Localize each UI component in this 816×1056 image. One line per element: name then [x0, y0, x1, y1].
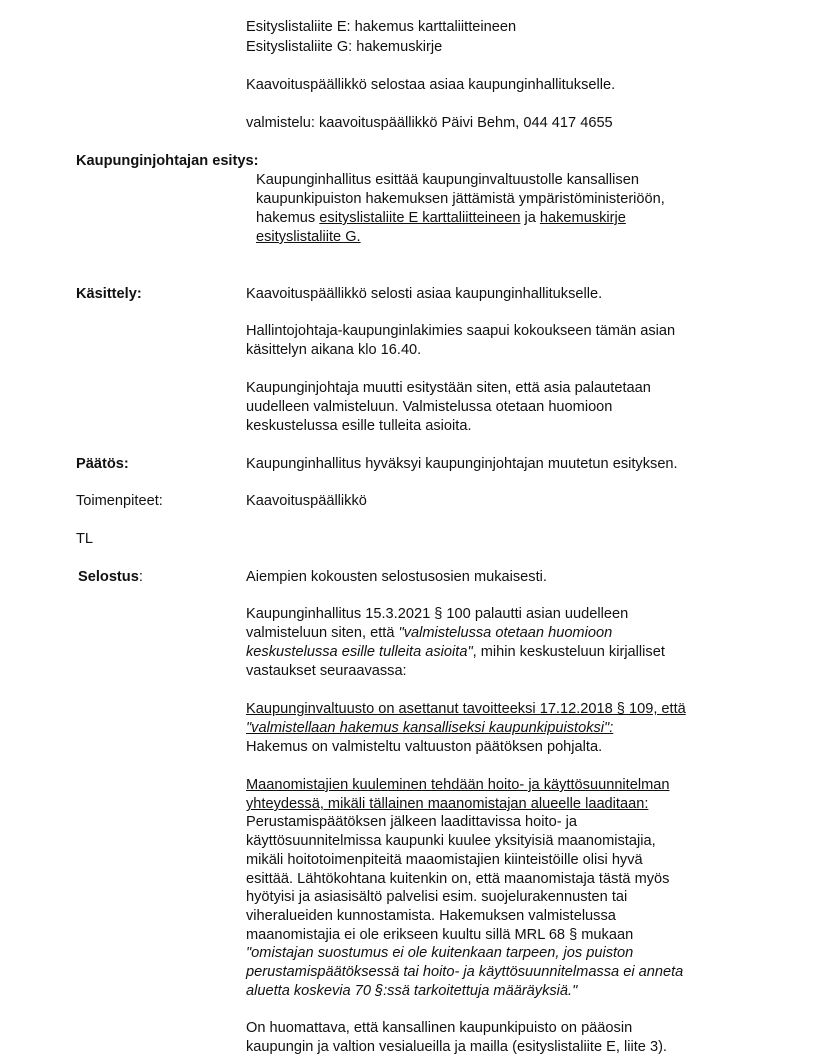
explanation-text: käyttösuunnitelmissa kaupunki kuulee yksityisiä maanomistajia,	[246, 833, 656, 849]
handling-text: käsittelyn aikana klo 16.40.	[246, 342, 422, 358]
explanation-text: hyötyisi ja asiasisältö palvelisi esim. suojelurakennusten tai	[246, 889, 628, 905]
explanation-text: Kaupunginhallitus 15.3.2021 § 100 palautti asian uudelleen	[246, 606, 629, 622]
explanation-text: esittää. Lähtökohtana kuitenkin on, että maanomistaja tästä myös	[246, 871, 670, 887]
mayor-proposal-line: kaupunkipuiston hakemuksen jättämistä ympäristöministeriöön,	[256, 191, 665, 207]
actions-label: Toimenpiteet:	[76, 493, 163, 509]
attachment-e-link[interactable]: esityslistaliite E karttaliitteineen	[319, 210, 521, 226]
explanation-line	[246, 624, 612, 642]
handling-text: uudelleen valmisteluun. Valmistelussa otetaan huomioon	[246, 399, 613, 415]
mayor-proposal-line	[256, 209, 626, 227]
initials: TL	[76, 531, 94, 547]
mayor-proposal-label: Kaupunginjohtajan esitys:	[76, 153, 259, 169]
explanation-text: vastaukset seuraavassa:	[246, 663, 407, 679]
attachment-g: Esityslistaliite G: hakemuskirje	[246, 39, 443, 55]
hakemuskirje-link[interactable]: hakemuskirje	[539, 210, 626, 226]
explanation-text: Hakemus on valmisteltu valtuuston päätöksen pohjalta.	[246, 739, 603, 755]
explanation-text: Perustamispäätöksen jälkeen laadittavissa hoito- ja	[246, 814, 577, 830]
explanation-line	[246, 643, 665, 661]
intro-text: Kaavoituspäällikkö selostaa asiaa kaupunginhallitukselle.	[246, 77, 616, 93]
subheading-goal-quote: "valmistellaan hakemus kansalliseksi kaupunkipuistoksi":	[246, 720, 614, 736]
explanation-label-text: Selostus	[78, 569, 139, 585]
quoted-text: "valmistelussa otetaan huomioon	[398, 625, 613, 641]
handling-text: Hallintojohtaja-kaupunginlakimies saapui kokoukseen tämän asian	[246, 323, 676, 339]
actions-text: Kaavoituspäällikkö	[246, 493, 367, 509]
explanation-label-colon: :	[138, 569, 143, 585]
quoted-text: keskustelussa esille tulleita asioita"	[246, 644, 473, 660]
explanation-text: On huomattava, että kansallinen kaupunkipuisto on pääosin	[246, 1020, 633, 1036]
explanation-text: Aiempien kokousten selostusosien mukaisesti.	[246, 569, 547, 585]
mayor-proposal-line: Kaupunginhallitus esittää kaupunginvaltuustolle kansallisen	[256, 172, 639, 188]
mayor-proposal-text: hakemus	[256, 210, 320, 226]
mayor-proposal-line	[256, 228, 361, 246]
quoted-text: "omistajan suostumus ei ole kuitenkaan tarpeen, jos puiston	[246, 945, 634, 961]
decision-label: Päätös:	[76, 456, 129, 472]
explanation-text: , mihin keskusteluun kirjalliset	[472, 644, 665, 660]
subheading-landowners: Maanomistajien kuuleminen tehdään hoito- ja käyttösuunnitelman	[246, 777, 670, 793]
explanation-text: mikäli hoitotoimenpiteitä maaomistajien kiinteistöille olisi hyvä	[246, 852, 643, 868]
explanation-text: valmisteluun siten, että	[246, 625, 399, 641]
preparer-text: valmistelu: kaavoituspäällikkö Päivi Behm, 044 417 4655	[246, 115, 613, 131]
attachment-e: Esityslistaliite E: hakemus karttaliitteineen	[246, 19, 517, 35]
explanation-text: kaupungin ja valtion vesialueilla ja mailla (esityslistaliite E, liite 3).	[246, 1039, 667, 1055]
subheading-landowners: yhteydessä, mikäli tällainen maanomistajan alueelle laaditaan:	[246, 796, 649, 812]
quoted-text: aluetta koskevia 70 §:ssä tarkoitettuja määräyksiä."	[246, 983, 578, 999]
quoted-text: perustamispäätöksessä tai hoito- ja käyttösuunnitelmassa ei anneta	[246, 964, 684, 980]
mayor-proposal-text: ja	[520, 210, 540, 226]
handling-label: Käsittely:	[76, 286, 142, 302]
handling-text: Kaupunginjohtaja muutti esitystään siten, että asia palautetaan	[246, 380, 651, 396]
decision-text: Kaupunginhallitus hyväksyi kaupunginjohtajan muutetun esityksen.	[246, 456, 678, 472]
subheading-goal: Kaupunginvaltuusto on asettanut tavoitteeksi 17.12.2018 § 109, että	[246, 701, 686, 717]
explanation-text: viheralueiden kunnostamista. Hakemuksen valmistelussa	[246, 908, 616, 924]
handling-text: keskustelussa esille tulleita asioita.	[246, 418, 472, 434]
explanation-label	[78, 568, 143, 586]
attachment-g-link[interactable]: esityslistaliite G.	[256, 229, 361, 245]
handling-text: Kaavoituspäällikkö selosti asiaa kaupunginhallitukselle.	[246, 286, 603, 302]
explanation-text: maanomistajia ei ole erikseen kuultu sillä MRL 68 § mukaan	[246, 927, 634, 943]
